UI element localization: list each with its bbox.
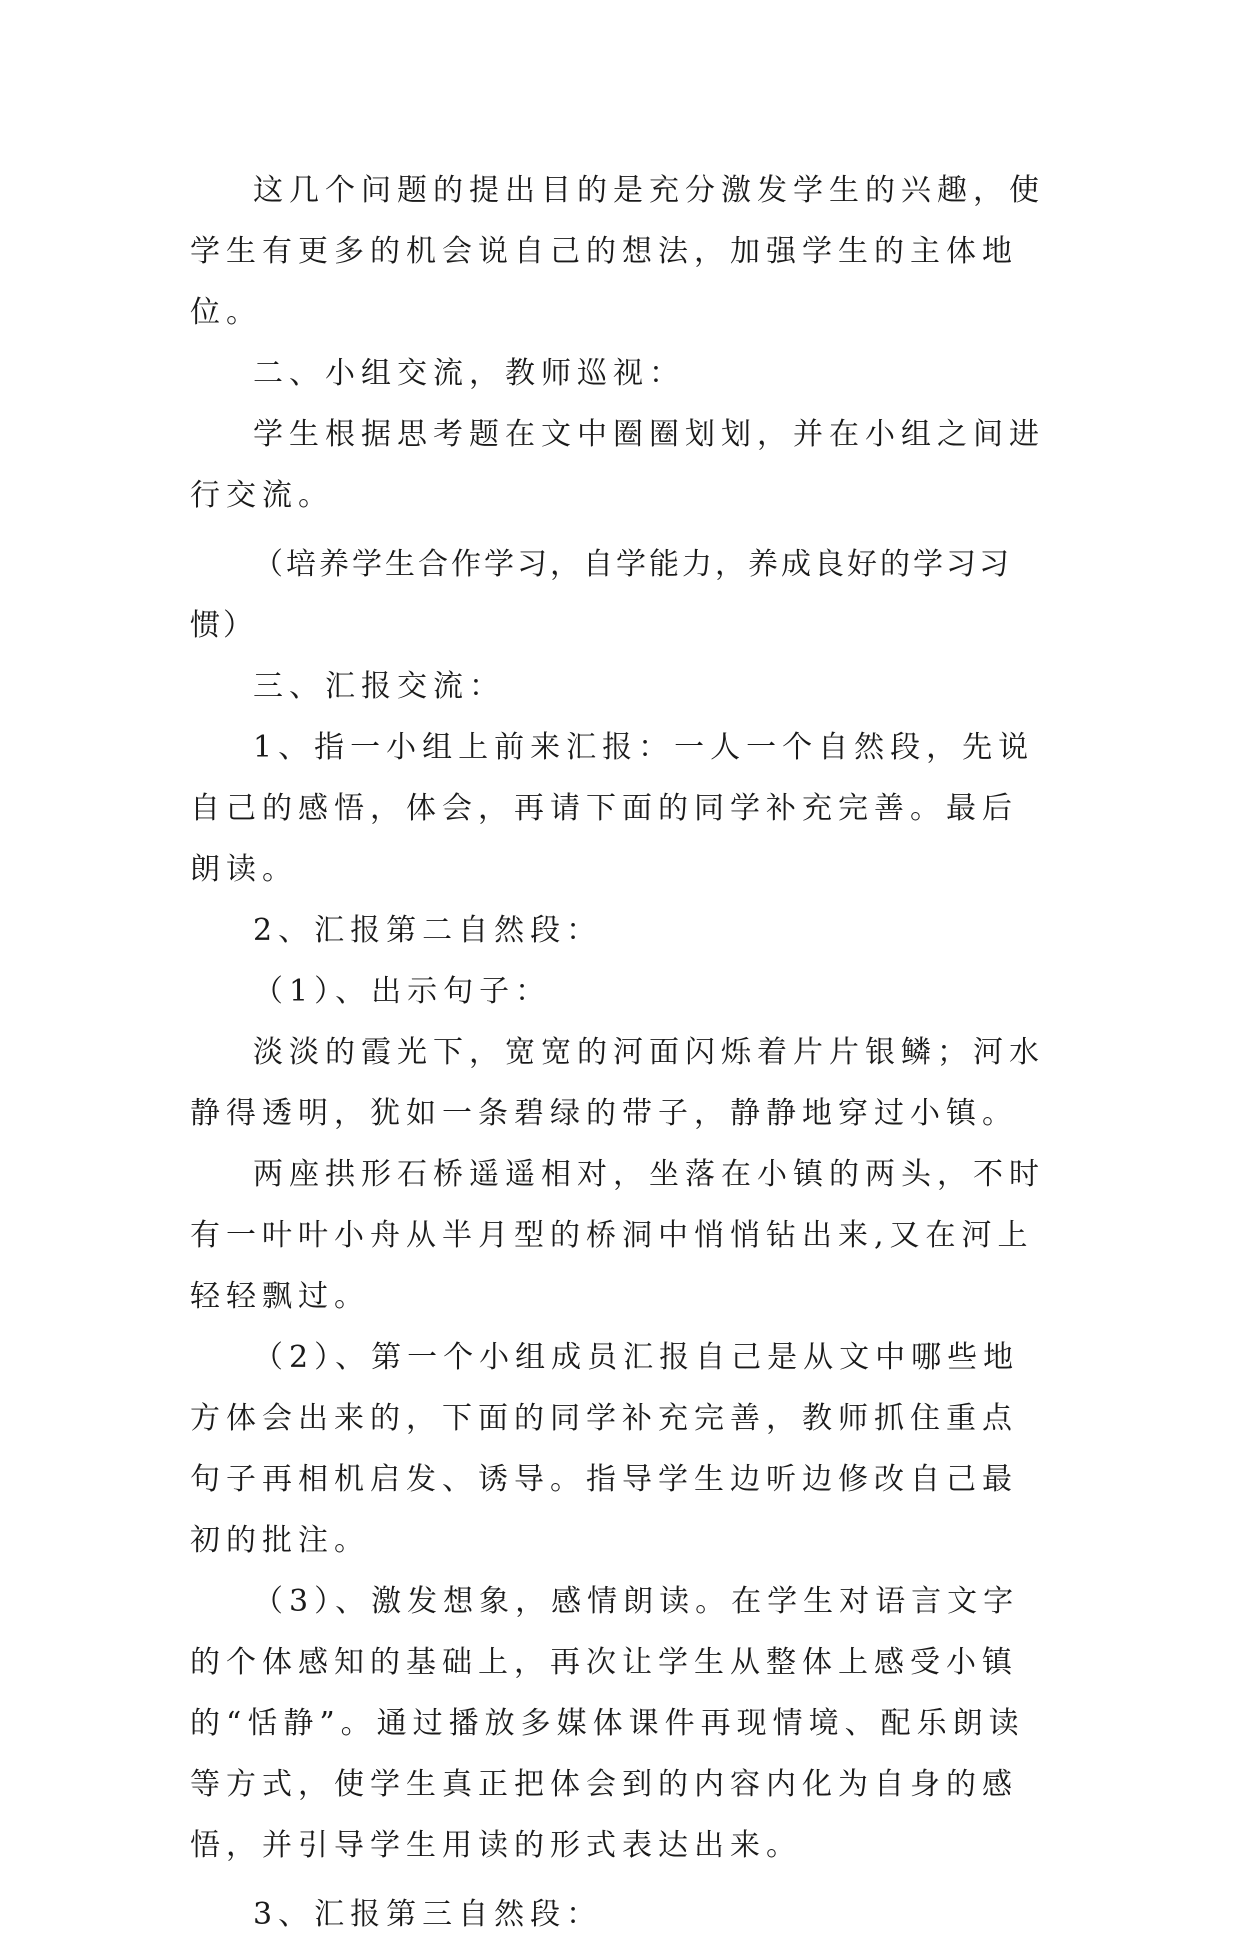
document-body (190, 160, 1050, 1945)
heading-report-paragraph-2: 2、汇报第二自然段： (253, 913, 603, 948)
quoted-sentence-1: 淡淡的霞光下，宽宽的河面闪烁着片片银鳞；河水静得透明，犹如一条碧绿的带子，静静地穿过小镇。 (190, 1035, 1045, 1131)
paragraph-spacer (190, 526, 1050, 534)
paragraph-cultivation-note: （培养学生合作学习，自学能力，养成良好的学习习惯） (190, 547, 1012, 643)
heading-group-exchange: 二、小组交流，教师巡视： (253, 356, 685, 391)
paragraph-purpose: 这几个问题的提出目的是充分激发学生的兴趣，使学生有更多的机会说自己的想法，加强学生的主体地位。 (190, 173, 1045, 330)
paragraph-report-step-1: 1、指一小组上前来汇报：一人一个自然段，先说自己的感悟，体会，再请下面的同学补充完善。最后朗读。 (190, 730, 1035, 887)
subheading-show-sentences: （1）、出示句子： (253, 974, 552, 1009)
quoted-sentence-2: 两座拱形石桥遥遥相对，坐落在小镇的两头，不时有一叶叶小舟从半月型的桥洞中悄悄钻出来,又在河上轻轻飘过。 (190, 1157, 1045, 1314)
heading-report-exchange: 三、汇报交流： (253, 669, 505, 704)
paragraph-spacer (190, 1876, 1050, 1884)
paragraph-group-discussion: 学生根据思考题在文中圈圈划划，并在小组之间进行交流。 (190, 417, 1045, 513)
paragraph-step-3: （3）、激发想象，感情朗读。在学生对语言文字的个体感知的基础上，再次让学生从整体上感受小镇的“恬静”。通过播放多媒体课件再现情境、配乐朗读等方式，使学生真正把体会到的内容内化为自身的感悟，并引导学生用读的形式表达出来。 (190, 1584, 1025, 1863)
paragraph-step-2: （2）、第一个小组成员汇报自己是从文中哪些地方体会出来的，下面的同学补充完善，教师抓住重点句子再相机启发、诱导。指导学生边听边修改自己最初的批注。 (190, 1340, 1020, 1558)
heading-report-paragraph-3: 3、汇报第三自然段： (253, 1897, 603, 1932)
